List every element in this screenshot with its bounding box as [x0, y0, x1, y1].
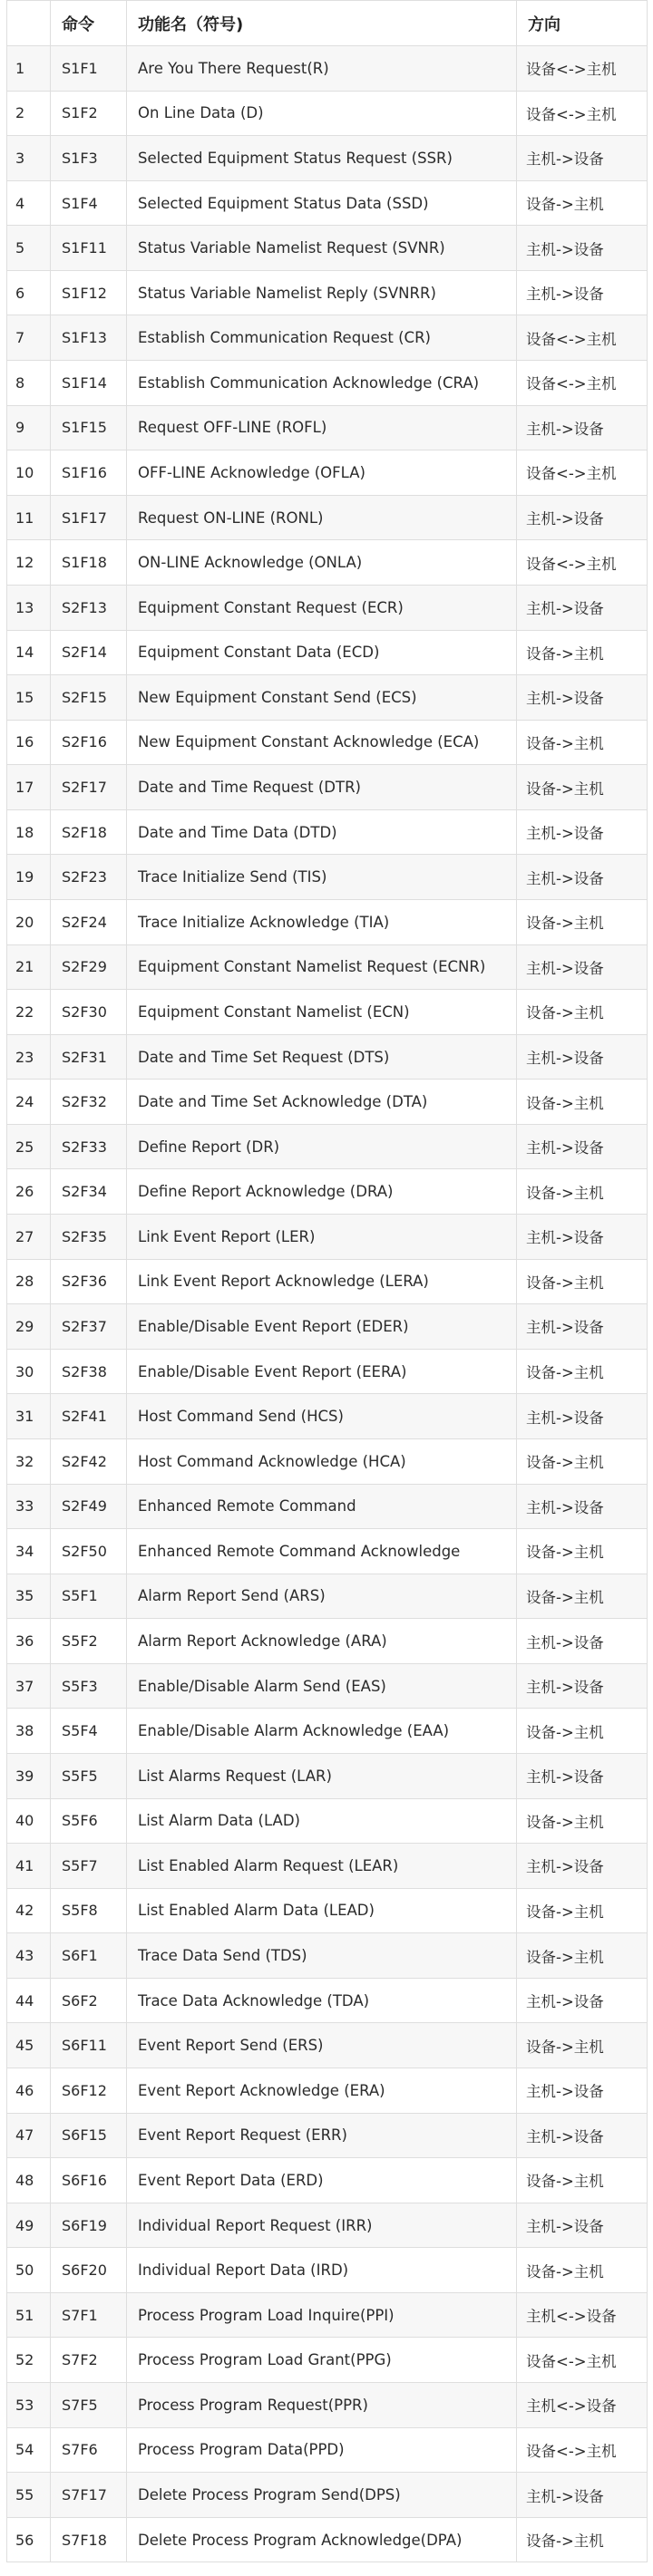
row-index: 19 [7, 855, 51, 900]
row-command: S7F17 [51, 2473, 127, 2518]
row-function-name: Selected Equipment Status Data (SSD) [127, 180, 517, 226]
row-index: 26 [7, 1169, 51, 1215]
row-function-name: Trace Data Acknowledge (TDA) [127, 1978, 517, 2023]
row-function-name: Date and Time Data (DTD) [127, 809, 517, 855]
table-row [7, 495, 648, 540]
row-direction: 主机->设备 [517, 1753, 648, 1798]
row-command: S6F2 [51, 1978, 127, 2023]
row-function-name: Link Event Report (LER) [127, 1215, 517, 1260]
table-row [7, 1888, 648, 1933]
row-index: 31 [7, 1394, 51, 1439]
row-command: S2F38 [51, 1349, 127, 1394]
row-command: S1F18 [51, 540, 127, 586]
row-index: 24 [7, 1080, 51, 1125]
row-command: S1F11 [51, 226, 127, 271]
row-command: S2F13 [51, 585, 127, 630]
table-row [7, 990, 648, 1035]
row-direction: 主机->设备 [517, 2068, 648, 2114]
row-command: S1F4 [51, 180, 127, 226]
row-command: S2F15 [51, 675, 127, 721]
row-command: S6F1 [51, 1933, 127, 1979]
table-row [7, 226, 648, 271]
row-index: 30 [7, 1349, 51, 1394]
row-function-name: Alarm Report Acknowledge (ARA) [127, 1619, 517, 1664]
row-function-name: List Enabled Alarm Data (LEAD) [127, 1888, 517, 1933]
row-direction: 主机->设备 [517, 405, 648, 450]
row-direction: 主机->设备 [517, 585, 648, 630]
table-row [7, 405, 648, 450]
secs-command-table [6, 0, 648, 2562]
row-function-name: Equipment Constant Data (ECD) [127, 630, 517, 675]
row-index: 42 [7, 1888, 51, 1933]
row-command: S2F14 [51, 630, 127, 675]
row-direction: 设备<->主机 [517, 361, 648, 406]
row-function-name: List Enabled Alarm Request (LEAR) [127, 1844, 517, 1889]
row-function-name: Process Program Request(PPR) [127, 2383, 517, 2428]
row-command: S2F36 [51, 1259, 127, 1304]
row-command: S7F18 [51, 2517, 127, 2562]
row-index: 2 [7, 91, 51, 136]
row-command: S2F42 [51, 1438, 127, 1484]
row-direction: 设备->主机 [517, 899, 648, 944]
row-direction: 设备->主机 [517, 765, 648, 810]
row-index: 51 [7, 2292, 51, 2338]
row-function-name: Delete Process Program Send(DPS) [127, 2473, 517, 2518]
row-command: S2F41 [51, 1394, 127, 1439]
row-function-name: Enhanced Remote Command [127, 1484, 517, 1529]
row-function-name: Enable/Disable Event Report (EDER) [127, 1304, 517, 1350]
row-command: S6F16 [51, 2158, 127, 2203]
row-function-name: Date and Time Set Acknowledge (DTA) [127, 1080, 517, 1125]
row-index: 25 [7, 1124, 51, 1169]
row-index: 7 [7, 315, 51, 361]
row-direction: 设备->主机 [517, 1933, 648, 1979]
row-command: S2F33 [51, 1124, 127, 1169]
row-function-name: Enable/Disable Event Report (EERA) [127, 1349, 517, 1394]
row-index: 1 [7, 46, 51, 92]
row-function-name: Equipment Constant Namelist Request (ECNR) [127, 944, 517, 990]
row-command: S2F23 [51, 855, 127, 900]
row-direction: 设备->主机 [517, 2517, 648, 2562]
row-command: S7F6 [51, 2427, 127, 2473]
row-function-name: Process Program Load Grant(PPG) [127, 2338, 517, 2383]
row-index: 49 [7, 2203, 51, 2248]
table-row [7, 2023, 648, 2068]
row-index: 16 [7, 720, 51, 765]
table-row [7, 2473, 648, 2518]
row-direction: 设备<->主机 [517, 450, 648, 496]
row-command: S2F29 [51, 944, 127, 990]
row-direction: 主机->设备 [517, 2203, 648, 2248]
row-index: 40 [7, 1798, 51, 1844]
row-function-name: Event Report Send (ERS) [127, 2023, 517, 2068]
row-direction: 设备->主机 [517, 1574, 648, 1619]
header-index [7, 1, 51, 46]
row-command: S1F12 [51, 270, 127, 315]
row-direction: 主机->设备 [517, 2113, 648, 2158]
row-function-name: Status Variable Namelist Request (SVNR) [127, 226, 517, 271]
row-direction: 设备->主机 [517, 1169, 648, 1215]
row-direction: 设备->主机 [517, 2158, 648, 2203]
row-index: 29 [7, 1304, 51, 1350]
row-function-name: Trace Initialize Send (TIS) [127, 855, 517, 900]
row-command: S1F3 [51, 136, 127, 181]
row-command: S5F4 [51, 1709, 127, 1754]
row-index: 43 [7, 1933, 51, 1979]
row-index: 41 [7, 1844, 51, 1889]
table-row [7, 46, 648, 92]
row-command: S1F17 [51, 495, 127, 540]
table-row [7, 765, 648, 810]
row-index: 13 [7, 585, 51, 630]
row-function-name: Trace Initialize Acknowledge (TIA) [127, 899, 517, 944]
row-command: S1F2 [51, 91, 127, 136]
row-direction: 主机->设备 [517, 1304, 648, 1350]
table-header [7, 1, 648, 46]
row-function-name: Enhanced Remote Command Acknowledge [127, 1529, 517, 1574]
table-row [7, 630, 648, 675]
row-command: S6F11 [51, 2023, 127, 2068]
row-direction: 设备->主机 [517, 1888, 648, 1933]
row-function-name: Individual Report Request (IRR) [127, 2203, 517, 2248]
header-row [7, 1, 648, 46]
row-direction: 设备->主机 [517, 1798, 648, 1844]
table-row [7, 2517, 648, 2562]
table-row [7, 1080, 648, 1125]
table-row [7, 1709, 648, 1754]
row-index: 11 [7, 495, 51, 540]
row-direction: 设备->主机 [517, 1080, 648, 1125]
row-direction: 设备<->主机 [517, 91, 648, 136]
row-function-name: Event Report Acknowledge (ERA) [127, 2068, 517, 2114]
table-row [7, 675, 648, 721]
table-row [7, 1663, 648, 1709]
table-row [7, 2427, 648, 2473]
row-direction: 设备->主机 [517, 1438, 648, 1484]
row-command: S2F32 [51, 1080, 127, 1125]
row-function-name: Alarm Report Send (ARS) [127, 1574, 517, 1619]
row-index: 54 [7, 2427, 51, 2473]
row-index: 48 [7, 2158, 51, 2203]
row-function-name: Event Report Data (ERD) [127, 2158, 517, 2203]
row-index: 23 [7, 1034, 51, 1080]
row-index: 28 [7, 1259, 51, 1304]
table-row [7, 1394, 648, 1439]
row-command: S5F5 [51, 1753, 127, 1798]
row-direction: 主机->设备 [517, 495, 648, 540]
row-function-name: Delete Process Program Acknowledge(DPA) [127, 2517, 517, 2562]
row-direction: 设备<->主机 [517, 315, 648, 361]
table-row [7, 1304, 648, 1350]
row-function-name: Selected Equipment Status Request (SSR) [127, 136, 517, 181]
row-direction: 主机->设备 [517, 1034, 648, 1080]
row-index: 9 [7, 405, 51, 450]
row-command: S1F14 [51, 361, 127, 406]
row-command: S7F1 [51, 2292, 127, 2338]
row-function-name: Establish Communication Request (CR) [127, 315, 517, 361]
row-index: 33 [7, 1484, 51, 1529]
row-function-name: Enable/Disable Alarm Acknowledge (EAA) [127, 1709, 517, 1754]
row-function-name: Process Program Data(PPD) [127, 2427, 517, 2473]
row-direction: 主机<->设备 [517, 2383, 648, 2428]
row-function-name: OFF-LINE Acknowledge (OFLA) [127, 450, 517, 496]
row-direction: 主机<->设备 [517, 2292, 648, 2338]
row-index: 37 [7, 1663, 51, 1709]
row-direction: 主机->设备 [517, 1619, 648, 1664]
row-command: S1F1 [51, 46, 127, 92]
row-function-name: Date and Time Set Request (DTS) [127, 1034, 517, 1080]
table-row [7, 91, 648, 136]
row-function-name: ON-LINE Acknowledge (ONLA) [127, 540, 517, 586]
row-command: S5F8 [51, 1888, 127, 1933]
row-direction: 设备<->主机 [517, 2338, 648, 2383]
row-direction: 主机->设备 [517, 1484, 648, 1529]
row-index: 27 [7, 1215, 51, 1260]
row-function-name: List Alarms Request (LAR) [127, 1753, 517, 1798]
row-index: 45 [7, 2023, 51, 2068]
row-index: 5 [7, 226, 51, 271]
row-index: 4 [7, 180, 51, 226]
row-direction: 设备->主机 [517, 1709, 648, 1754]
table-row [7, 1753, 648, 1798]
row-command: S2F35 [51, 1215, 127, 1260]
table-row [7, 2203, 648, 2248]
table-row [7, 1484, 648, 1529]
row-direction: 主机->设备 [517, 809, 648, 855]
table-row [7, 2338, 648, 2383]
table-row [7, 720, 648, 765]
table-row [7, 855, 648, 900]
row-index: 46 [7, 2068, 51, 2114]
table-row [7, 1034, 648, 1080]
row-command: S6F19 [51, 2203, 127, 2248]
row-direction: 设备<->主机 [517, 540, 648, 586]
row-function-name: New Equipment Constant Send (ECS) [127, 675, 517, 721]
row-direction: 主机->设备 [517, 1394, 648, 1439]
table-row [7, 2292, 648, 2338]
row-index: 52 [7, 2338, 51, 2383]
table-row [7, 1215, 648, 1260]
row-index: 39 [7, 1753, 51, 1798]
row-index: 8 [7, 361, 51, 406]
row-command: S2F18 [51, 809, 127, 855]
row-command: S5F7 [51, 1844, 127, 1889]
row-direction: 设备->主机 [517, 630, 648, 675]
table-row [7, 180, 648, 226]
row-direction: 设备->主机 [517, 1349, 648, 1394]
row-function-name: Date and Time Request (DTR) [127, 765, 517, 810]
row-command: S5F2 [51, 1619, 127, 1664]
row-index: 44 [7, 1978, 51, 2023]
table-row [7, 809, 648, 855]
row-direction: 主机->设备 [517, 855, 648, 900]
row-command: S1F15 [51, 405, 127, 450]
table-row [7, 2113, 648, 2158]
row-direction: 设备->主机 [517, 1259, 648, 1304]
row-direction: 设备->主机 [517, 990, 648, 1035]
row-index: 20 [7, 899, 51, 944]
table-row [7, 1259, 648, 1304]
table-row [7, 1933, 648, 1979]
table-row [7, 1978, 648, 2023]
row-function-name: Individual Report Data (IRD) [127, 2248, 517, 2293]
row-direction: 主机->设备 [517, 226, 648, 271]
row-command: S5F1 [51, 1574, 127, 1619]
row-command: S2F17 [51, 765, 127, 810]
row-function-name: Status Variable Namelist Reply (SVNRR) [127, 270, 517, 315]
table-row [7, 585, 648, 630]
row-direction: 主机->设备 [517, 2473, 648, 2518]
table-row [7, 899, 648, 944]
row-index: 38 [7, 1709, 51, 1754]
row-index: 50 [7, 2248, 51, 2293]
row-command: S2F30 [51, 990, 127, 1035]
row-command: S7F2 [51, 2338, 127, 2383]
row-direction: 主机->设备 [517, 1844, 648, 1889]
row-index: 14 [7, 630, 51, 675]
table-row [7, 136, 648, 181]
row-function-name: Enable/Disable Alarm Send (EAS) [127, 1663, 517, 1709]
row-direction: 设备<->主机 [517, 2427, 648, 2473]
row-direction: 设备->主机 [517, 2023, 648, 2068]
row-index: 6 [7, 270, 51, 315]
row-index: 10 [7, 450, 51, 496]
row-direction: 主机->设备 [517, 675, 648, 721]
row-command: S2F31 [51, 1034, 127, 1080]
row-index: 32 [7, 1438, 51, 1484]
table-row [7, 2248, 648, 2293]
row-direction: 主机->设备 [517, 1215, 648, 1260]
row-index: 15 [7, 675, 51, 721]
row-function-name: Request OFF-LINE (ROFL) [127, 405, 517, 450]
row-direction: 设备->主机 [517, 180, 648, 226]
table-row [7, 1169, 648, 1215]
row-command: S1F13 [51, 315, 127, 361]
row-function-name: Define Report Acknowledge (DRA) [127, 1169, 517, 1215]
row-index: 21 [7, 944, 51, 990]
row-function-name: Process Program Load Inquire(PPI) [127, 2292, 517, 2338]
table-row [7, 1844, 648, 1889]
header-function-name: 功能名（符号) [127, 1, 517, 46]
row-index: 35 [7, 1574, 51, 1619]
table-row [7, 2158, 648, 2203]
row-index: 56 [7, 2517, 51, 2562]
row-command: S7F5 [51, 2383, 127, 2428]
row-function-name: Event Report Request (ERR) [127, 2113, 517, 2158]
row-index: 12 [7, 540, 51, 586]
row-command: S2F34 [51, 1169, 127, 1215]
row-command: S5F6 [51, 1798, 127, 1844]
table-row [7, 540, 648, 586]
row-index: 47 [7, 2113, 51, 2158]
header-command: 命令 [51, 1, 127, 46]
row-direction: 主机->设备 [517, 136, 648, 181]
row-function-name: List Alarm Data (LAD) [127, 1798, 517, 1844]
row-command: S6F15 [51, 2113, 127, 2158]
row-index: 18 [7, 809, 51, 855]
table-row [7, 2068, 648, 2114]
table-row [7, 315, 648, 361]
row-command: S2F50 [51, 1529, 127, 1574]
row-index: 36 [7, 1619, 51, 1664]
table-row [7, 1619, 648, 1664]
row-direction: 设备->主机 [517, 1529, 648, 1574]
row-function-name: On Line Data (D) [127, 91, 517, 136]
row-command: S2F24 [51, 899, 127, 944]
row-index: 34 [7, 1529, 51, 1574]
row-direction: 主机->设备 [517, 1663, 648, 1709]
row-direction: 主机->设备 [517, 944, 648, 990]
row-function-name: Are You There Request(R) [127, 46, 517, 92]
table-row [7, 1574, 648, 1619]
table-row [7, 944, 648, 990]
row-function-name: Request ON-LINE (RONL) [127, 495, 517, 540]
row-index: 22 [7, 990, 51, 1035]
row-direction: 主机->设备 [517, 270, 648, 315]
table-row [7, 1438, 648, 1484]
row-function-name: Link Event Report Acknowledge (LERA) [127, 1259, 517, 1304]
row-command: S6F20 [51, 2248, 127, 2293]
row-function-name: Host Command Send (HCS) [127, 1394, 517, 1439]
row-index: 3 [7, 136, 51, 181]
row-command: S6F12 [51, 2068, 127, 2114]
row-command: S2F49 [51, 1484, 127, 1529]
table-row [7, 2383, 648, 2428]
table-row [7, 1798, 648, 1844]
row-index: 53 [7, 2383, 51, 2428]
table-row [7, 1349, 648, 1394]
row-direction: 主机->设备 [517, 1978, 648, 2023]
row-function-name: New Equipment Constant Acknowledge (ECA) [127, 720, 517, 765]
table-row [7, 1529, 648, 1574]
row-command: S2F37 [51, 1304, 127, 1350]
header-direction: 方向 [517, 1, 648, 46]
row-function-name: Host Command Acknowledge (HCA) [127, 1438, 517, 1484]
row-index: 17 [7, 765, 51, 810]
table-row [7, 361, 648, 406]
row-function-name: Trace Data Send (TDS) [127, 1933, 517, 1979]
row-index: 55 [7, 2473, 51, 2518]
row-function-name: Equipment Constant Namelist (ECN) [127, 990, 517, 1035]
table-row [7, 450, 648, 496]
row-function-name: Equipment Constant Request (ECR) [127, 585, 517, 630]
row-direction: 设备<->主机 [517, 46, 648, 92]
table-row [7, 270, 648, 315]
row-command: S2F16 [51, 720, 127, 765]
table-body [7, 46, 648, 2562]
row-direction: 主机->设备 [517, 1124, 648, 1169]
row-direction: 设备->主机 [517, 2248, 648, 2293]
table-row [7, 1124, 648, 1169]
row-direction: 设备->主机 [517, 720, 648, 765]
row-function-name: Define Report (DR) [127, 1124, 517, 1169]
row-command: S5F3 [51, 1663, 127, 1709]
row-command: S1F16 [51, 450, 127, 496]
row-function-name: Establish Communication Acknowledge (CRA) [127, 361, 517, 406]
